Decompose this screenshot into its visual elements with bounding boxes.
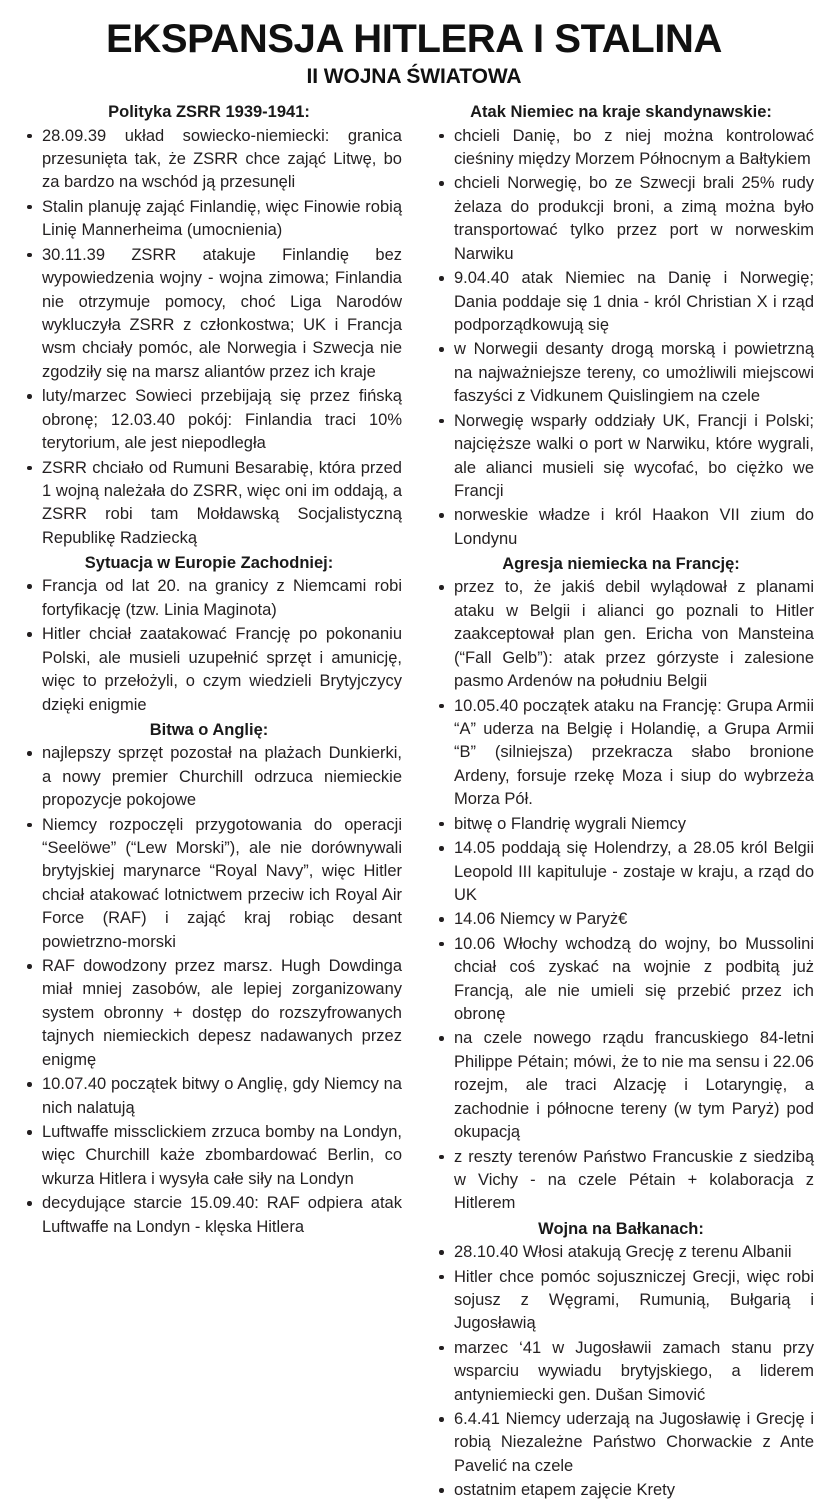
right-column	[414, 99, 820, 1503]
section-heading-atak-niemiec-na-kraje-skandynawskie: Atak Niemiec na kraje skandynawskie:	[470, 103, 772, 122]
list-item: decydujące starcie 15.09.40: RAF odpiera atak Luftwaffe na Londyn - klęska Hitlera	[16, 1192, 402, 1239]
document-title: EKSPANSJA HITLERA I STALINA	[106, 17, 722, 61]
section-heading-bitwa-o-anglie: Bitwa o Anglię:	[149, 720, 269, 739]
list-item: bitwę o Flandrię wygrali Niemcy	[428, 813, 814, 836]
list-item: 10.05.40 początek ataku na Francję: Grupa Armii “A” uderza na Belgię i Holandię, a Grupa Armii “B” (silniejsza) przekracza słabo bronione Ardeny, forsuje rzekę Moza i siup do wybrzeża Morza Pół.	[428, 695, 814, 812]
bullet-list-polityka-zsrr-1939-1941	[16, 125, 402, 551]
list-item: luty/marzec Sowieci przebijają się przez fińską obronę; 12.03.40 pokój: Finlandia traci 10% terytorium, ale jest niepodległa	[16, 385, 402, 455]
list-item: Hitler chce pomóc sojuszniczej Grecji, więc robi sojusz z Węgrami, Rumunią, Bułgarią i Jugosławią	[428, 1266, 814, 1336]
bullet-list-atak-niemiec-na-kraje-skandynawskie	[428, 125, 814, 552]
list-item: marzec ‘41 w Jugosławii zamach stanu przy wsparciu wywiadu brytyjskiego, a liderem antyniemiecki gen. Dušan Simović	[428, 1337, 814, 1407]
list-item: najlepszy sprzęt pozostał na plażach Dunkierki, a nowy premier Churchill odrzuca niemieckie propozycje pokojowe	[16, 742, 402, 812]
list-item: z reszty terenów Państwo Francuskie z siedzibą w Vichy - na czele Pétain + kolaboracja z Hitlerem	[428, 1146, 814, 1216]
left-column	[8, 99, 414, 1240]
list-item: Luftwaffe missclickiem zrzuca bomby na Londyn, więc Churchill każe zbombardować Berlin, co wkurza Hitlera i wysyła całe siły na Londyn	[16, 1121, 402, 1191]
list-item: Niemcy rozpoczęli przygotowania do operacji “Seelöwe” (“Lew Morski”), ale nie dorównywali brytyjskiej marynarce “Royal Navy”, więc Hitler chciał atakować lotnictwem przeciw ich Royal Air Force (RAF) i zająć kraj robiąc desant powietrzno-morski	[16, 814, 402, 955]
list-item: 9.04.40 atak Niemiec na Danię i Norwegię; Dania poddaje się 1 dnia - król Christian X i rząd podporządkowują się	[428, 267, 814, 337]
two-column-layout	[8, 99, 820, 1503]
bullet-list-bitwa-o-anglie	[16, 742, 402, 1239]
list-item: 28.09.39 układ sowiecko-niemiecki: granica przesunięta tak, że ZSRR chce zająć Litwę, bo za bardzo na wschód ją przesunęli	[16, 125, 402, 195]
list-item: na czele nowego rządu francuskiego 84-letni Philippe Pétain; mówi, że to nie ma sensu i 22.06 rozejm, ale traci Alzację i Lotaryngię, a zachodnie i północne tereny (w tym Paryż) pod okupacją	[428, 1027, 814, 1144]
list-item: norweskie władze i król Haakon VII zium do Londynu	[428, 504, 814, 551]
document-header	[8, 18, 820, 89]
list-item: przez to, że jakiś debil wylądował z planami ataku w Belgii i alianci go poznali to Hitler zaakceptował plan gen. Ericha von Mansteina (“Fall Gelb”): atak przez górzyste i zalesione pasmo Ardenów na południu Belgii	[428, 576, 814, 693]
document-subtitle: II WOJNA ŚWIATOWA	[306, 65, 522, 89]
list-item: 14.05 poddają się Holendrzy, a 28.05 król Belgii Leopold III kapituluje - zostaje w kraju, a rząd do UK	[428, 837, 814, 907]
list-item: 30.11.39 ZSRR atakuje Finlandię bez wypowiedzenia wojny - wojna zimowa; Finlandia nie otrzymuje pomocy, choć Liga Narodów wykluczyła ZSRR z członkostwa; UK i Francja wsm chciały pomóc, ale Norwegia i Szwecja nie zgodziły się na marsz aliantów przez ich kraje	[16, 244, 402, 385]
list-item: Francja od lat 20. na granicy z Niemcami robi fortyfikację (tzw. Linia Maginota)	[16, 575, 402, 622]
list-item: RAF dowodzony przez marsz. Hugh Dowdinga miał mniej zasobów, ale lepiej zorganizowany system obronny + dostęp do rozszyfrowanych tajnych niemieckich depesz nadawanych przez enigmę	[16, 955, 402, 1072]
section-heading-wojna-na-ba-kanach: Wojna na Bałkanach:	[538, 1219, 704, 1238]
list-item: ostatnim etapem zajęcie Krety	[428, 1479, 814, 1502]
list-item: 28.10.40 Włosi atakują Grecję z terenu Albanii	[428, 1241, 814, 1264]
list-item: 10.07.40 początek bitwy o Anglię, gdy Niemcy na nich nalatują	[16, 1073, 402, 1120]
list-item: 6.4.41 Niemcy uderzają na Jugosławię i Grecję i robią Niezależne Państwo Chorwackie z Ante Pavelić na czele	[428, 1408, 814, 1478]
bullet-list-wojna-na-ba-kanach	[428, 1241, 814, 1503]
list-item: Stalin planuję zająć Finlandię, więc Finowie robią Linię Mannerheima (umocnienia)	[16, 196, 402, 243]
list-item: chcieli Danię, bo z niej można kontrolować cieśniny między Morzem Północnym a Bałtykiem	[428, 125, 814, 172]
list-item: Norwegię wsparły oddziały UK, Francji i Polski; najcięższe walki o port w Narwiku, które wygrali, ale alianci musieli się wycofać, bo ciężko we Francji	[428, 410, 814, 504]
section-heading-sytuacja-w-europie-zachodniej: Sytuacja w Europie Zachodniej:	[84, 554, 334, 573]
list-item: ZSRR chciało od Rumuni Besarabię, która przed 1 wojną należała do ZSRR, więc oni im oddają, a ZSRR robi tam Mołdawską Socjalistyczną Republikę Radziecką	[16, 457, 402, 551]
list-item: 14.06 Niemcy w Paryż€	[428, 908, 814, 931]
list-item: Hitler chciał zaatakować Francję po pokonaniu Polski, ale musieli uzupełnić sprzęt i amunicję, więc to przełożyli, o czym wiedzieli Brytyjczycy dzięki enigmie	[16, 623, 402, 717]
section-heading-polityka-zsrr-1939-1941: Polityka ZSRR 1939-1941:	[108, 103, 310, 122]
list-item: w Norwegii desanty drogą morską i powietrzną na najważniejsze tereny, co umożliwili miejscowi faszyści z Vidkunem Quislingiem na czele	[428, 338, 814, 408]
bullet-list-agresja-niemiecka-na-francje	[428, 576, 814, 1215]
bullet-list-sytuacja-w-europie-zachodniej	[16, 575, 402, 717]
section-heading-agresja-niemiecka-na-francje: Agresja niemiecka na Francję:	[502, 555, 740, 574]
list-item: 10.06 Włochy wchodzą do wojny, bo Mussolini chciał coś zyskać na wojnie z podbitą już Francją, ale nie umieli się przebić przez ich obronę	[428, 933, 814, 1027]
list-item: chcieli Norwegię, bo ze Szwecji brali 25% rudy żelaza do produkcji broni, a zimą można było transportować tylko przez port w norweskim Narwiku	[428, 172, 814, 266]
